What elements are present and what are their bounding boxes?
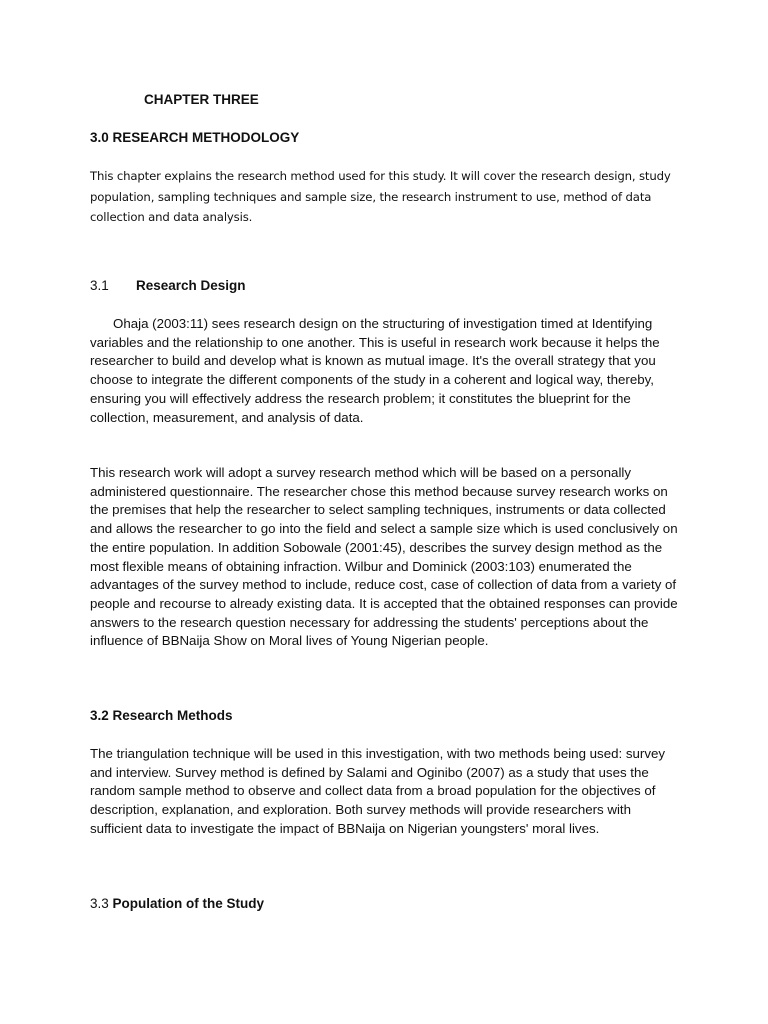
section-title: Population of the Study — [112, 896, 265, 911]
chapter-intro-paragraph: This chapter explains the research method used for this study. It will cover the research design, study population, sampling techniques and sample size, the research instrument to use, method of data collection and data analysis. — [90, 169, 671, 224]
research-design-paragraph-2: This research work will adopt a survey research method which will be based on a personally administered questionnaire. The researcher chose this method because survey research works on the premises that help the researcher to select sampling techniques, instruments or data collected and allows the researcher to go into the field and select a sample size which is used conclusively on the entire population. In addition Sobowale (2001:45), describes the survey design method as the most flexible means of obtaining infraction. Wilbur and Dominick (2003:103) enumerated the advantages of the survey method to include, reduce cost, case of collection of data from a variety of people and recourse to already existing data. It is accepted that the obtained responses can provide answers to the research question necessary for addressing the students' perceptions about the influence of BBNaija Show on Moral lives of Young Nigerian people. — [90, 465, 678, 649]
section-heading-research-methods: 3.2 Research Methods — [90, 708, 233, 723]
section-heading-research-design — [90, 278, 246, 293]
section-heading-population — [90, 896, 264, 911]
section-heading-research-methodology: 3.0 RESEARCH METHODOLOGY — [90, 130, 300, 145]
section-number: 3.3 — [90, 896, 109, 911]
chapter-title: CHAPTER THREE — [144, 92, 259, 107]
research-methods-paragraph: The triangulation technique will be used in this investigation, with two methods being used: survey and interview. Survey method is defined by Salami and Oginibo (2007) as a study that uses the random sample method to observe and collect data from a broad population for the objectives of description, explanation, and exploration. Both survey methods will provide researchers with sufficient data to investigate the impact of BBNaija on Nigerian youngsters' moral lives. — [90, 746, 666, 836]
section-number: 3.1 — [90, 278, 109, 293]
research-design-paragraph-1: Ohaja (2003:11) sees research design on the structuring of investigation timed at Identifying variables and the relationship to one another. This is useful in research work because it helps the researcher to build and develop what is known as mutual image. It's the overall strategy that you choose to integrate the different components of the study in a coherent and logical way, thereby, ensuring you will effectively address the research problem; it constitutes the blueprint for the collection, measurement, and analysis of data. — [90, 316, 660, 425]
section-title: Research Design — [136, 278, 246, 293]
